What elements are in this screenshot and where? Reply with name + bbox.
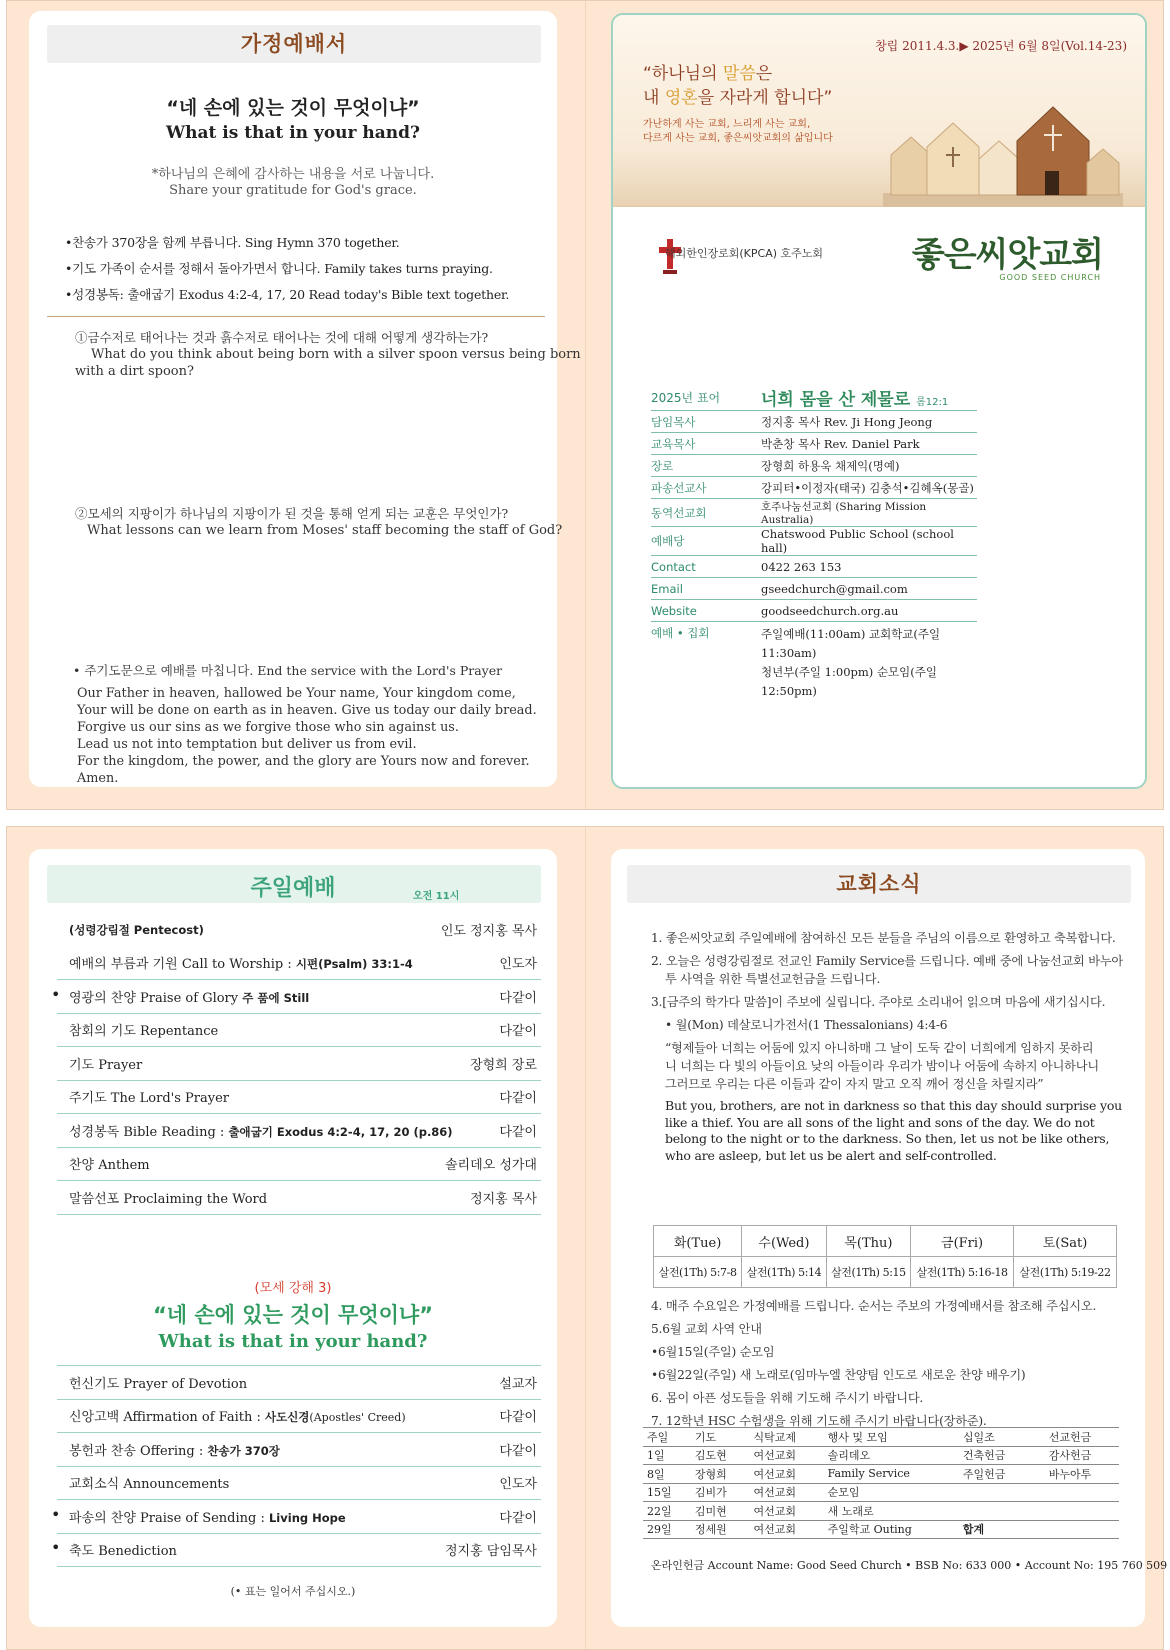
lords-prayer bbox=[77, 685, 557, 787]
order-item-detail: 사도신경 bbox=[264, 1410, 310, 1425]
reading: 살전(1Th) 5:19-22 bbox=[1014, 1257, 1117, 1288]
duty-cell bbox=[1045, 1483, 1119, 1502]
order-item-label: 성경봉독 Bible Reading : bbox=[69, 1124, 229, 1140]
order-item-detail: 찬송가 370장 bbox=[207, 1443, 280, 1458]
duty-cell bbox=[1033, 1520, 1045, 1539]
duty-cell bbox=[1045, 1520, 1119, 1539]
duty-cell: 건축헌금 bbox=[959, 1446, 1033, 1465]
year-motto-text: 너희 몸을 산 제물로 bbox=[761, 390, 911, 410]
duty-cell: 바누아투 bbox=[1045, 1465, 1119, 1484]
quote-highlight: 영혼 bbox=[664, 88, 698, 108]
order-row bbox=[57, 1366, 541, 1400]
duty-cell: Family Service bbox=[824, 1465, 959, 1484]
order-item bbox=[57, 1440, 280, 1459]
order-list-a bbox=[57, 947, 541, 1215]
duty-cell: 합계 bbox=[959, 1520, 1033, 1539]
order-row bbox=[57, 1148, 541, 1182]
cover-banner bbox=[613, 15, 1145, 207]
order-item-label: 신앙고백 Affirmation of Faith : bbox=[69, 1410, 265, 1426]
news-item-6: 6. 몸이 아픈 성도들을 위해 기도해 주시기 바랍니다. bbox=[651, 1391, 924, 1405]
duty-cell bbox=[1033, 1502, 1045, 1521]
order-item-label: 파송의 찬양 Praise of Sending : bbox=[69, 1510, 269, 1526]
weekday: 목(Thu) bbox=[826, 1226, 910, 1257]
info-row bbox=[651, 600, 977, 622]
info-row bbox=[651, 411, 977, 433]
order-leader: 정지홍 목사 bbox=[470, 1191, 537, 1207]
info-label: Contact bbox=[651, 559, 696, 574]
duty-cell: 8일 bbox=[643, 1465, 691, 1484]
duty-cell bbox=[1045, 1502, 1119, 1521]
news-item-5b: •6월22일(주일) 새 노래로(임마누엘 찬양팀 인도로 새로운 찬양 배우기) bbox=[651, 1368, 1026, 1382]
info-label: 파송선교사 bbox=[651, 480, 707, 495]
order-leader: 다같이 bbox=[499, 1510, 537, 1526]
established-date: 창립 2011.4.3.▶ 2025년 6월 8일(Vol.14-23) bbox=[875, 39, 1127, 53]
prayer-line: Forgive us our sins as we forgive those who sin against us. bbox=[77, 720, 459, 735]
duty-cell: 감사헌금 bbox=[1045, 1446, 1119, 1465]
order-item bbox=[57, 1154, 150, 1173]
duty-cell: 여선교회 bbox=[749, 1446, 823, 1465]
worship-times-2: 청년부(주일 1:00pm) 순모임(주일 12:50pm) bbox=[761, 665, 937, 698]
duty-cell: 29일 bbox=[643, 1520, 691, 1539]
quote-part: 은 bbox=[755, 64, 773, 84]
contact-phone[interactable]: 0422 263 153 bbox=[761, 559, 842, 574]
duty-cell: 순모임 bbox=[824, 1483, 959, 1502]
verse-reference: • 월(Mon) 데살로니가전서(1 Thessalonians) 4:4-6 bbox=[665, 1018, 948, 1032]
order-item bbox=[57, 1540, 177, 1559]
reading: 살전(1Th) 5:7-8 bbox=[654, 1257, 742, 1288]
order-leader: 설교자 bbox=[499, 1376, 537, 1392]
duty-cell: 여선교회 bbox=[749, 1483, 823, 1502]
order-row bbox=[57, 1500, 541, 1534]
verse-en: But you, brothers, are not in darkness so that this day should surprise you like a thief. You are all sons of the light and sons of the day. We do not belong to the night or to the darkness. So then, let us not be like others, who are asleep, but let us be alert and self-controlled. bbox=[665, 1098, 1123, 1163]
order-item-label: 예배의 부름과 기원 Call to Worship : bbox=[69, 957, 296, 973]
info-value: 장형희 하용욱 채제익(명예) bbox=[761, 458, 900, 473]
weekday: 토(Sat) bbox=[1014, 1226, 1117, 1257]
weekday: 수(Wed) bbox=[742, 1226, 826, 1257]
prayer-line: Our Father in heaven, hallowed be Your name, Your kingdom come, bbox=[77, 686, 516, 701]
order-item-detail: 주 품에 Still bbox=[242, 990, 310, 1005]
news-item-2a: 2. 오늘은 성령강림절로 전교인 Family Service를 드립니다. 예배 중에 나눔선교회 바누아 bbox=[651, 954, 1124, 968]
order-leader: 정지홍 담임목사 bbox=[444, 1544, 537, 1560]
quote-part: 내 bbox=[643, 88, 665, 108]
info-row bbox=[651, 527, 977, 556]
info-row bbox=[651, 578, 977, 600]
info-label: 담임목사 bbox=[651, 414, 696, 429]
worship-times bbox=[761, 625, 977, 701]
duty-cell bbox=[1033, 1483, 1045, 1502]
quote-part: 을 자라게 합니다” bbox=[697, 88, 833, 108]
order-item bbox=[57, 1406, 406, 1425]
duty-row bbox=[643, 1502, 1119, 1521]
order-of-service-b bbox=[57, 1365, 541, 1567]
news-list-2 bbox=[651, 1297, 1133, 1435]
duty-cell bbox=[959, 1502, 1033, 1521]
duty-cell bbox=[1033, 1465, 1045, 1484]
cover-motto-1: 가난하게 사는 교회, 느리게 사는 교회, bbox=[643, 119, 811, 130]
wooden-houses-illustration bbox=[883, 85, 1123, 207]
order-item-label: 주기도 The Lord's Prayer bbox=[69, 1091, 230, 1107]
home-worship-title-ko: “네 손에 있는 것이 무엇이냐” bbox=[166, 97, 420, 119]
church-news-panel bbox=[611, 849, 1168, 1627]
question-1-ko: ①금수저로 태어나는 것과 흙수저로 태어나는 것에 대해 어떻게 생각하는가? bbox=[75, 330, 489, 345]
sermon-title-en: What is that in your hand? bbox=[158, 1331, 428, 1352]
bottom-sheet bbox=[6, 826, 1168, 1650]
order-leader: 다같이 bbox=[499, 1443, 537, 1459]
info-label: 교육목사 bbox=[651, 436, 696, 451]
question-1-en-a: What do you think about being born with a silver spoon versus being born bbox=[91, 347, 581, 362]
info-row bbox=[651, 556, 977, 578]
info-row bbox=[651, 622, 977, 701]
season-leader: 인도 정지홍 목사 bbox=[440, 924, 537, 940]
cover-motto-2: 다르게 사는 교회, 좋은씨앗교회의 삶입니다 bbox=[643, 133, 833, 144]
info-label: 예배 • 집회 bbox=[651, 626, 710, 640]
duty-cell: 여선교회 bbox=[749, 1520, 823, 1539]
quote-highlight: 말씀 bbox=[722, 64, 756, 84]
order-item-label: 교회소식 Announcements bbox=[69, 1477, 230, 1493]
step-prayer: •기도 가족이 순서를 정해서 돌아가면서 합니다. Family takes turns praying. bbox=[65, 261, 493, 276]
church-logo-ko: 좋은씨앗교회 bbox=[911, 235, 1103, 275]
duty-header-cell: 행사 및 모임 bbox=[824, 1428, 959, 1447]
season: (성령강림절 Pentecost) bbox=[69, 922, 204, 937]
order-row bbox=[57, 1433, 541, 1467]
order-row bbox=[57, 1467, 541, 1501]
cover-panel bbox=[611, 13, 1147, 789]
order-item-label: 영광의 찬양 Praise of Glory bbox=[69, 990, 243, 1006]
order-item bbox=[57, 1020, 218, 1039]
duty-cell: 장형희 bbox=[691, 1465, 750, 1484]
info-row bbox=[651, 455, 977, 477]
duty-header-cell: 십일조 bbox=[959, 1428, 1033, 1447]
service-title: 주일예배 bbox=[250, 876, 336, 901]
sermon-series: (모세 강해 3) bbox=[254, 1281, 332, 1296]
info-row bbox=[651, 477, 977, 499]
contact-email[interactable]: gseedchurch@gmail.com bbox=[761, 581, 908, 596]
duty-cell: 솔리데오 bbox=[824, 1446, 959, 1465]
order-item-label: 참회의 기도 Repentance bbox=[69, 1024, 219, 1040]
order-row bbox=[57, 947, 541, 981]
duty-header-cell: 기도 bbox=[691, 1428, 750, 1447]
duty-header-cell: 선교헌금 bbox=[1045, 1428, 1119, 1447]
year-motto-ref: 롬12:1 bbox=[916, 397, 949, 408]
order-row bbox=[57, 1534, 541, 1568]
order-item-label: 찬양 Anthem bbox=[69, 1158, 150, 1174]
info-value: Chatswood Public School (school hall) bbox=[761, 527, 954, 555]
top-sheet bbox=[6, 0, 1164, 810]
order-row bbox=[57, 1400, 541, 1434]
duty-row bbox=[643, 1520, 1119, 1539]
order-item bbox=[57, 987, 309, 1006]
news-item-7: 7. 12학년 HSC 수험생을 위해 기도해 주시기 바랍니다(장하준). bbox=[651, 1414, 987, 1428]
verse-ko-2: 니 너희는 다 빛의 아들이요 낮의 아들이라 우리가 밤이나 어둠에 속하지 아니하나니 bbox=[665, 1059, 1099, 1073]
order-leader: 솔리데오 성가대 bbox=[444, 1158, 537, 1174]
news-list bbox=[651, 929, 1133, 1174]
news-item-5a: •6월15일(주일) 순모임 bbox=[651, 1345, 775, 1359]
order-leader: 다같이 bbox=[499, 990, 537, 1006]
info-row bbox=[651, 433, 977, 455]
reading: 살전(1Th) 5:15 bbox=[826, 1257, 910, 1288]
denomination-name: 해외한인장로회(KPCA) 호주노회 bbox=[665, 247, 824, 260]
year-motto bbox=[761, 385, 977, 410]
year-motto-label: 2025년 표어 bbox=[651, 391, 721, 405]
order-row bbox=[57, 1047, 541, 1081]
year-motto-row bbox=[651, 385, 977, 411]
info-label: 예배당 bbox=[651, 534, 685, 548]
home-worship-panel bbox=[29, 11, 581, 787]
service-time: 오전 11시 bbox=[413, 891, 460, 902]
closing-instruction: • 주기도문으로 예배를 마칩니다. End the service with the Lord's Prayer bbox=[73, 663, 503, 678]
home-worship-title-en: What is that in your hand? bbox=[166, 123, 420, 143]
worship-times-1: 주일예배(11:00am) 교회학교(주일 11:30am) bbox=[761, 627, 941, 660]
duty-cell bbox=[959, 1483, 1033, 1502]
order-item-note: (Apostles' Creed) bbox=[309, 1411, 406, 1425]
duty-row bbox=[643, 1483, 1119, 1502]
order-item bbox=[57, 1121, 453, 1140]
order-leader: 다같이 bbox=[499, 1124, 537, 1140]
question-2-ko: ②모세의 지팡이가 하나님의 지팡이가 된 것을 통해 얻게 되는 교훈은 무엇인가? bbox=[75, 506, 509, 521]
duty-cell: 새 노래로 bbox=[824, 1502, 959, 1521]
duty-header-cell: 주일 bbox=[643, 1428, 691, 1447]
order-row bbox=[57, 1081, 541, 1115]
question-1 bbox=[75, 329, 581, 380]
question-2 bbox=[75, 505, 563, 539]
order-of-service bbox=[57, 913, 541, 1215]
order-item bbox=[57, 1054, 142, 1073]
order-row bbox=[57, 980, 541, 1014]
church-logo-en: GOOD SEED CHURCH bbox=[999, 273, 1101, 282]
divider bbox=[47, 316, 545, 317]
duty-cell: 주일헌금 bbox=[959, 1465, 1033, 1484]
news-item-1: 1. 좋은씨앗교회 주일예배에 참여하신 모든 분들을 주님의 이름으로 환영하고 축복합니다. bbox=[651, 931, 1116, 945]
cover-quote-line-1 bbox=[643, 59, 772, 84]
order-row bbox=[57, 1181, 541, 1215]
fold-line bbox=[585, 827, 586, 1649]
weekday-row bbox=[654, 1226, 1117, 1257]
question-1-en-b: with a dirt spoon? bbox=[75, 364, 194, 379]
question-2-en: What lessons can we learn from Moses' staff becoming the staff of God? bbox=[87, 523, 563, 538]
home-worship-header: 가정예배서 bbox=[47, 25, 541, 63]
weekday: 화(Tue) bbox=[654, 1226, 742, 1257]
weekday: 금(Fri) bbox=[911, 1226, 1014, 1257]
prayer-line: Lead us not into temptation but deliver us from evil. bbox=[77, 737, 417, 752]
order-item-label: 봉헌과 찬송 Offering : bbox=[69, 1443, 208, 1459]
info-value: 박춘창 목사 Rev. Daniel Park bbox=[761, 436, 920, 451]
news-item-4: 4. 매주 수요일은 가정예배를 드립니다. 순서는 주보의 가정예배서를 참조해 주십시오. bbox=[651, 1299, 1097, 1313]
duty-cell: 22일 bbox=[643, 1502, 691, 1521]
order-item bbox=[57, 1507, 346, 1526]
news-item-2b: 투 사역을 위한 특별선교헌금을 드립니다. bbox=[665, 972, 881, 986]
verse-ko-1: “형제들아 너희는 어둠에 있지 아니하매 그 날이 도둑 같이 너희에게 임하지 못하리 bbox=[665, 1041, 1094, 1055]
season-row bbox=[57, 913, 541, 947]
sunday-service-panel bbox=[29, 849, 557, 1627]
reading-row bbox=[654, 1257, 1117, 1288]
duty-cell: 정세원 bbox=[691, 1520, 750, 1539]
duty-row bbox=[643, 1465, 1119, 1484]
intro-en: Share your gratitude for God's grace. bbox=[169, 183, 417, 198]
order-item bbox=[57, 1188, 267, 1207]
info-label: 장로 bbox=[651, 458, 674, 473]
info-label: 동역선교회 bbox=[651, 505, 707, 520]
website-link[interactable]: goodseedchurch.org.au bbox=[761, 603, 899, 618]
info-label: Website bbox=[651, 603, 697, 618]
quote-part: “하나님의 bbox=[643, 64, 723, 84]
news-item-3: 3.[금주의 학가다 말씀]이 주보에 실립니다. 주야로 소리내어 읽으며 마음에 새기십시다. bbox=[651, 995, 1106, 1009]
order-leader: 다같이 bbox=[499, 1091, 537, 1107]
fold-line bbox=[585, 1, 586, 809]
step-reading: •성경봉독: 출애굽기 Exodus 4:2-4, 17, 20 Read today's Bible text together. bbox=[65, 287, 510, 302]
order-leader: 다같이 bbox=[499, 1024, 537, 1040]
weekly-reading-table bbox=[653, 1225, 1117, 1288]
duty-roster-table bbox=[643, 1427, 1119, 1539]
order-item bbox=[57, 953, 413, 972]
info-label: Email bbox=[651, 581, 683, 596]
order-row bbox=[57, 1014, 541, 1048]
online-offering-info: 온라인헌금 Account Name: Good Seed Church • BSB No: 633 000 • Account No: 195 760 509 bbox=[651, 1559, 1168, 1572]
order-item-detail: 출애굽기 Exodus 4:2-4, 17, 20 (p.86) bbox=[228, 1124, 453, 1139]
duty-cell: 주일학교 Outing bbox=[824, 1520, 959, 1539]
order-item-label: 말씀선포 Proclaiming the Word bbox=[69, 1191, 268, 1207]
info-value: 호주나눔선교회 (Sharing Mission Australia) bbox=[761, 501, 927, 526]
order-item-label: 헌신기도 Prayer of Devotion bbox=[69, 1376, 248, 1392]
duty-cell: 15일 bbox=[643, 1483, 691, 1502]
order-item-label: 축도 Benediction bbox=[69, 1544, 177, 1560]
duty-cell: 1일 bbox=[643, 1446, 691, 1465]
reading: 살전(1Th) 5:14 bbox=[742, 1257, 826, 1288]
duty-header-cell bbox=[1033, 1428, 1045, 1447]
duty-cell: 김비가 bbox=[691, 1483, 750, 1502]
info-row bbox=[651, 499, 977, 527]
sermon-title-ko: “네 손에 있는 것이 무엇이냐” bbox=[153, 1303, 433, 1327]
info-value: 강피터•이정자(태국) 김충석•김혜옥(몽골) bbox=[761, 480, 974, 495]
church-info-table bbox=[651, 385, 977, 701]
duty-header-row bbox=[643, 1428, 1119, 1447]
duty-header-cell: 식탁교제 bbox=[749, 1428, 823, 1447]
order-item-detail: 시편(Psalm) 33:1-4 bbox=[295, 957, 413, 972]
intro-ko: *하나님의 은혜에 감사하는 내용을 서로 나눕니다. bbox=[151, 167, 435, 182]
duty-cell: 여선교회 bbox=[749, 1465, 823, 1484]
order-item bbox=[57, 1473, 229, 1492]
duty-row bbox=[643, 1446, 1119, 1465]
order-item-detail: Living Hope bbox=[268, 1510, 346, 1525]
order-item-label: 기도 Prayer bbox=[69, 1057, 143, 1073]
news-item-5: 5.6월 교회 사역 안내 bbox=[651, 1322, 762, 1336]
order-leader: 다같이 bbox=[499, 1410, 537, 1426]
order-leader: 인도자 bbox=[499, 1477, 537, 1493]
duty-cell: 여선교회 bbox=[749, 1502, 823, 1521]
order-item bbox=[57, 1373, 247, 1392]
verse-ko-3: 그러므로 우리는 다른 이들과 같이 자지 말고 오직 깨어 정신을 차릴지라” bbox=[665, 1077, 1044, 1091]
duty-cell: 김미현 bbox=[691, 1502, 750, 1521]
reading: 살전(1Th) 5:16-18 bbox=[911, 1257, 1014, 1288]
order-item bbox=[57, 1087, 229, 1106]
order-leader: 인도자 bbox=[499, 957, 537, 973]
cover-quote-line-2 bbox=[643, 83, 832, 108]
order-leader: 장형희 장로 bbox=[470, 1057, 537, 1073]
prayer-line: Your will be done on earth as in heaven. Give us today our daily bread. bbox=[77, 703, 537, 718]
duty-cell: 김도현 bbox=[691, 1446, 750, 1465]
prayer-line: For the kingdom, the power, and the glory are Yours now and forever. Amen. bbox=[77, 754, 530, 786]
info-value: 정지홍 목사 Rev. Ji Hong Jeong bbox=[761, 414, 933, 429]
standing-note: (• 표는 일어서 주십시오.) bbox=[230, 1585, 356, 1598]
duty-cell bbox=[1033, 1446, 1045, 1465]
step-hymn: •찬송가 370장을 함께 부릅니다. Sing Hymn 370 together. bbox=[65, 235, 400, 250]
order-list-b bbox=[57, 1366, 541, 1567]
news-header: 교회소식 bbox=[627, 865, 1131, 903]
order-row bbox=[57, 1114, 541, 1148]
